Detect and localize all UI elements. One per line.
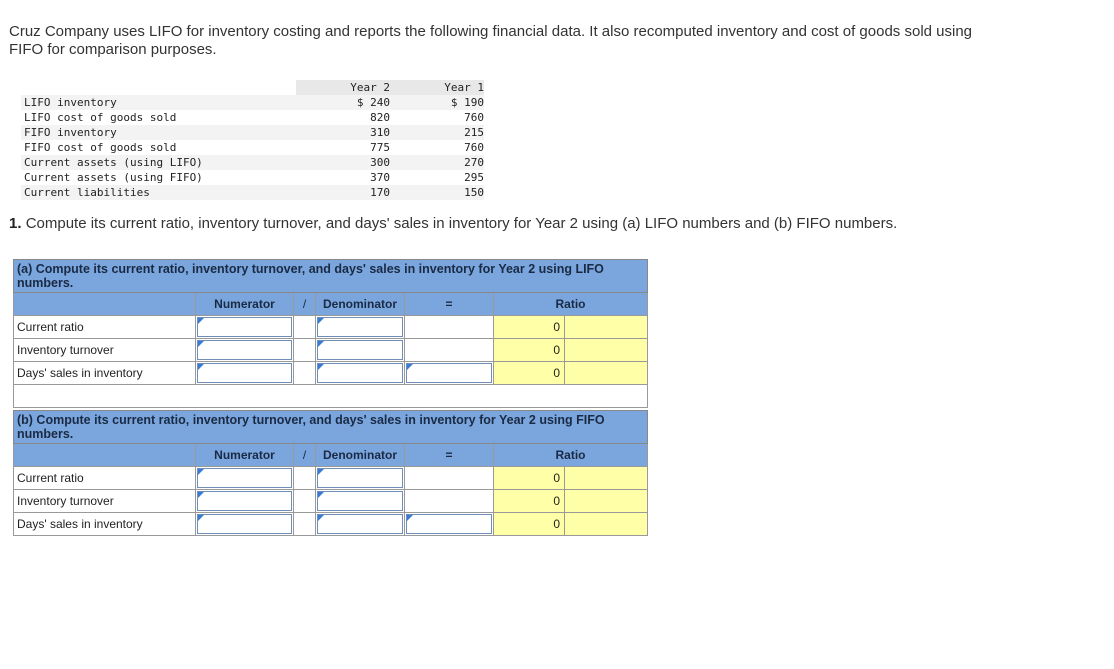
row-label: Inventory turnover bbox=[14, 339, 196, 362]
question-number: 1. bbox=[9, 215, 22, 232]
numerator-input[interactable] bbox=[197, 340, 292, 360]
numerator-input[interactable] bbox=[197, 468, 292, 488]
numerator-input[interactable] bbox=[197, 317, 292, 337]
denominator-input[interactable] bbox=[317, 363, 403, 383]
table-row bbox=[14, 490, 648, 513]
denominator-header: Denominator bbox=[316, 444, 405, 467]
financial-row: FIFO cost of goods sold 775 760 bbox=[24, 141, 484, 154]
numerator-header: Numerator bbox=[196, 293, 294, 316]
numerator-input[interactable] bbox=[197, 363, 292, 383]
denominator-multiplier-input[interactable] bbox=[406, 514, 492, 534]
table-row bbox=[14, 362, 648, 385]
row-label: Current ratio bbox=[14, 316, 196, 339]
ratio-result: 0 bbox=[494, 362, 565, 385]
table-row bbox=[14, 467, 648, 490]
numerator-input[interactable] bbox=[197, 491, 292, 511]
divide-header: / bbox=[294, 293, 316, 316]
ratio-result: 0 bbox=[494, 467, 565, 490]
ratio-result: 0 bbox=[494, 513, 565, 536]
table-row bbox=[14, 513, 648, 536]
row-label: Inventory turnover bbox=[14, 490, 196, 513]
question-text: Compute its current ratio, inventory turnover, and days' sales in inventory for Year 2 using (a) LIFO numbers and (b) FIFO numbers. bbox=[25, 215, 898, 232]
equals-header: = bbox=[405, 293, 494, 316]
part-b-title: (b) Compute its current ratio, inventory turnover, and days' sales in inventory for Year 2 using FIFO numbers. bbox=[14, 411, 648, 444]
part-b-table bbox=[13, 410, 648, 536]
denominator-input[interactable] bbox=[317, 514, 403, 534]
financial-data-table bbox=[21, 80, 484, 200]
part-a-table bbox=[13, 259, 648, 408]
question-1 bbox=[9, 215, 897, 232]
divide-header: / bbox=[294, 444, 316, 467]
row-label: Days' sales in inventory bbox=[14, 362, 196, 385]
header-year-1: Year 1 bbox=[390, 80, 484, 95]
ratio-result: 0 bbox=[494, 339, 565, 362]
problem-intro: Cruz Company uses LIFO for inventory costing and reports the following financial data. It also recomputed inventory and cost of goods sold using FIFO for comparison purposes. bbox=[9, 23, 973, 58]
ratio-header: Ratio bbox=[494, 444, 648, 467]
ratio-result: 0 bbox=[494, 490, 565, 513]
ratio-header: Ratio bbox=[494, 293, 648, 316]
part-a-title: (a) Compute its current ratio, inventory turnover, and days' sales in inventory for Year 2 using LIFO numbers. bbox=[14, 260, 648, 293]
numerator-input[interactable] bbox=[197, 514, 292, 534]
table-row bbox=[14, 316, 648, 339]
denominator-input[interactable] bbox=[317, 468, 403, 488]
header-year-2: Year 2 bbox=[296, 80, 390, 95]
ratio-result: 0 bbox=[494, 316, 565, 339]
financial-header-row bbox=[21, 80, 484, 95]
denominator-input[interactable] bbox=[317, 491, 403, 511]
financial-row: LIFO cost of goods sold 820 760 bbox=[24, 111, 484, 124]
denominator-header: Denominator bbox=[316, 293, 405, 316]
financial-row: Current liabilities 170 150 bbox=[21, 185, 484, 200]
numerator-header: Numerator bbox=[196, 444, 294, 467]
financial-row: LIFO inventory $ 240 $ 190 bbox=[21, 95, 484, 110]
denominator-input[interactable] bbox=[317, 340, 403, 360]
financial-row: FIFO inventory 310 215 bbox=[21, 125, 484, 140]
financial-row: Current assets (using LIFO) 300 270 bbox=[21, 155, 484, 170]
row-label: Days' sales in inventory bbox=[14, 513, 196, 536]
row-label: Current ratio bbox=[14, 467, 196, 490]
table-row bbox=[14, 339, 648, 362]
denominator-input[interactable] bbox=[317, 317, 403, 337]
denominator-multiplier-input[interactable] bbox=[406, 363, 492, 383]
financial-row: Current assets (using FIFO) 370 295 bbox=[24, 171, 484, 184]
equals-header: = bbox=[405, 444, 494, 467]
